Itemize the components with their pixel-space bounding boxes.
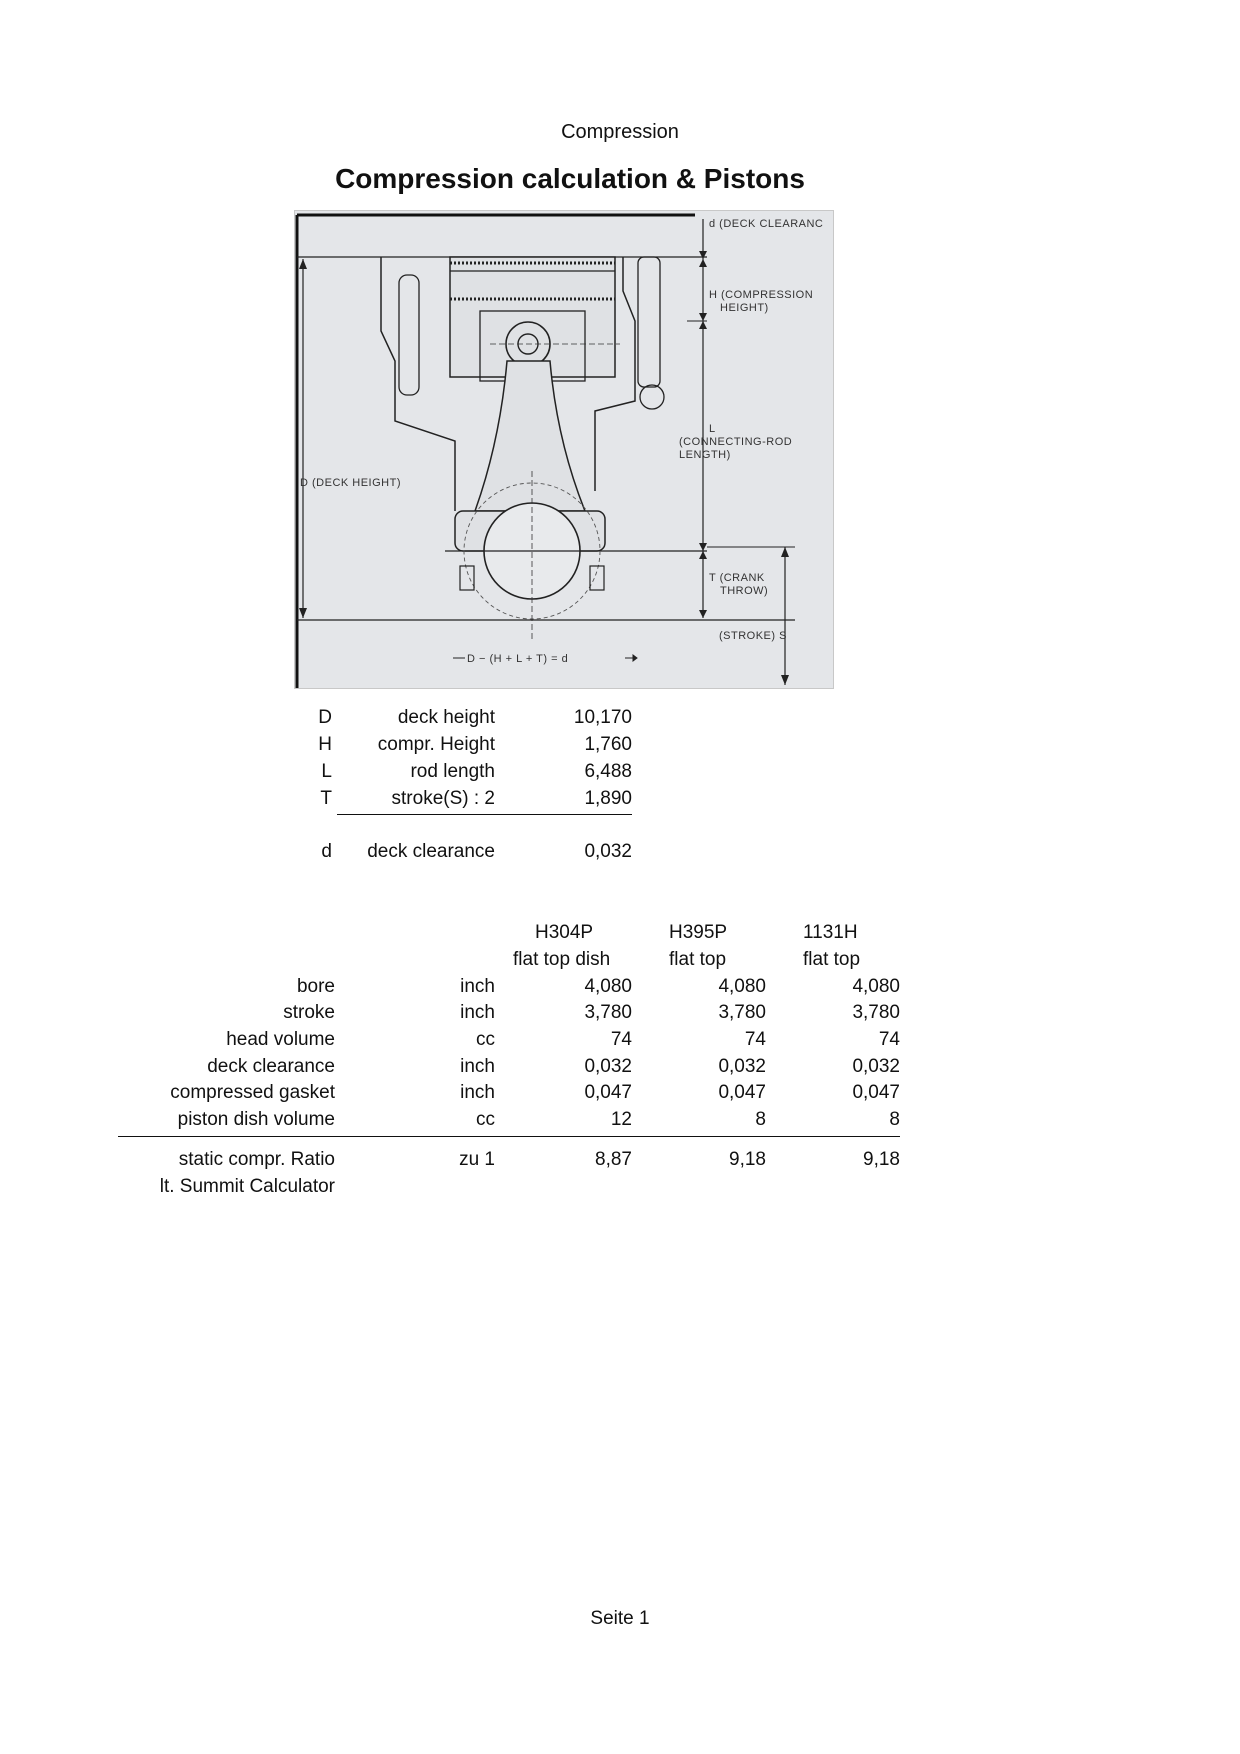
table-cell: 0,047 [718, 1082, 766, 1103]
clearance-symbol: d [321, 841, 332, 862]
dim-symbol: T [320, 788, 332, 809]
dim-label: compr. Height [377, 734, 495, 755]
table-cell: 3,780 [584, 1002, 632, 1023]
table-cell: 3,780 [718, 1002, 766, 1023]
dim-label: stroke(S) : 2 [391, 788, 495, 809]
table-cell: 4,080 [584, 976, 632, 997]
row-unit: inch [460, 976, 495, 997]
row-unit: inch [460, 1002, 495, 1023]
table-cell: 4,080 [852, 976, 900, 997]
dim-label: deck height [397, 707, 495, 728]
label-compression-height-2: HEIGHT) [720, 302, 769, 314]
source-note: lt. Summit Calculator [159, 1176, 335, 1197]
table-cell: 74 [878, 1029, 900, 1050]
page-footer: Seite 1 [590, 1608, 650, 1629]
column-type: flat top [803, 949, 861, 970]
page-header: Compression [561, 121, 679, 143]
label-deck-clearance: d (DECK CLEARANC [709, 218, 824, 230]
table-cell: 4,080 [718, 976, 766, 997]
column-name: H395P [669, 922, 728, 943]
dim-value: 1,890 [584, 788, 632, 809]
label-crank-throw-2: THROW) [720, 585, 769, 597]
result-value: 9,18 [863, 1149, 900, 1170]
dim-symbol: H [318, 734, 332, 755]
row-unit: inch [460, 1056, 495, 1077]
row-label: piston dish volume [177, 1109, 335, 1130]
label-stroke: (STROKE) S [719, 630, 787, 642]
dim-label: rod length [410, 761, 495, 782]
label-rod-length: L [709, 423, 716, 435]
result-label: static compr. Ratio [178, 1149, 335, 1170]
table-cell: 0,032 [584, 1056, 632, 1077]
result-divider [118, 1136, 900, 1137]
dim-symbol: L [321, 761, 332, 782]
table-cell: 8 [889, 1109, 900, 1130]
row-label: head volume [226, 1029, 335, 1050]
label-crank-throw: T (CRANK [709, 572, 765, 584]
label-formula: D − (H + L + T) = d [467, 653, 569, 665]
table-cell: 0,032 [852, 1056, 900, 1077]
label-compression-height: H (COMPRESSION [709, 289, 814, 301]
dim-value: 10,170 [573, 707, 632, 728]
row-unit: cc [476, 1029, 495, 1050]
label-deck-height: D (DECK HEIGHT) [300, 477, 401, 489]
clearance-label: deck clearance [367, 841, 495, 862]
table-cell: 74 [744, 1029, 766, 1050]
table-cell: 3,780 [852, 1002, 900, 1023]
column-type: flat top dish [513, 949, 611, 970]
row-label: compressed gasket [170, 1082, 335, 1103]
sum-divider [337, 814, 632, 815]
row-unit: cc [476, 1109, 495, 1130]
row-label: stroke [283, 1002, 335, 1023]
table-cell: 0,032 [718, 1056, 766, 1077]
engine-dimension-diagram [294, 210, 834, 689]
column-type: flat top [669, 949, 727, 970]
result-value: 8,87 [595, 1149, 632, 1170]
row-unit: inch [460, 1082, 495, 1103]
table-cell: 12 [610, 1109, 632, 1130]
label-rod-length-3: LENGTH) [679, 449, 731, 461]
column-name: H304P [535, 922, 594, 943]
row-label: bore [296, 976, 335, 997]
column-name: 1131H [803, 922, 858, 943]
result-value: 9,18 [729, 1149, 766, 1170]
table-cell: 74 [610, 1029, 632, 1050]
table-cell: 0,047 [584, 1082, 632, 1103]
result-unit: zu 1 [459, 1149, 495, 1170]
dim-symbol: D [318, 707, 332, 728]
label-rod-length-2: (CONNECTING-ROD [679, 436, 793, 448]
table-cell: 0,047 [852, 1082, 900, 1103]
table-cell: 8 [755, 1109, 766, 1130]
dim-value: 6,488 [584, 761, 632, 782]
dim-value: 1,760 [584, 734, 632, 755]
page-title: Compression calculation & Pistons [335, 163, 805, 194]
row-label: deck clearance [207, 1056, 335, 1077]
clearance-value: 0,032 [584, 841, 632, 862]
